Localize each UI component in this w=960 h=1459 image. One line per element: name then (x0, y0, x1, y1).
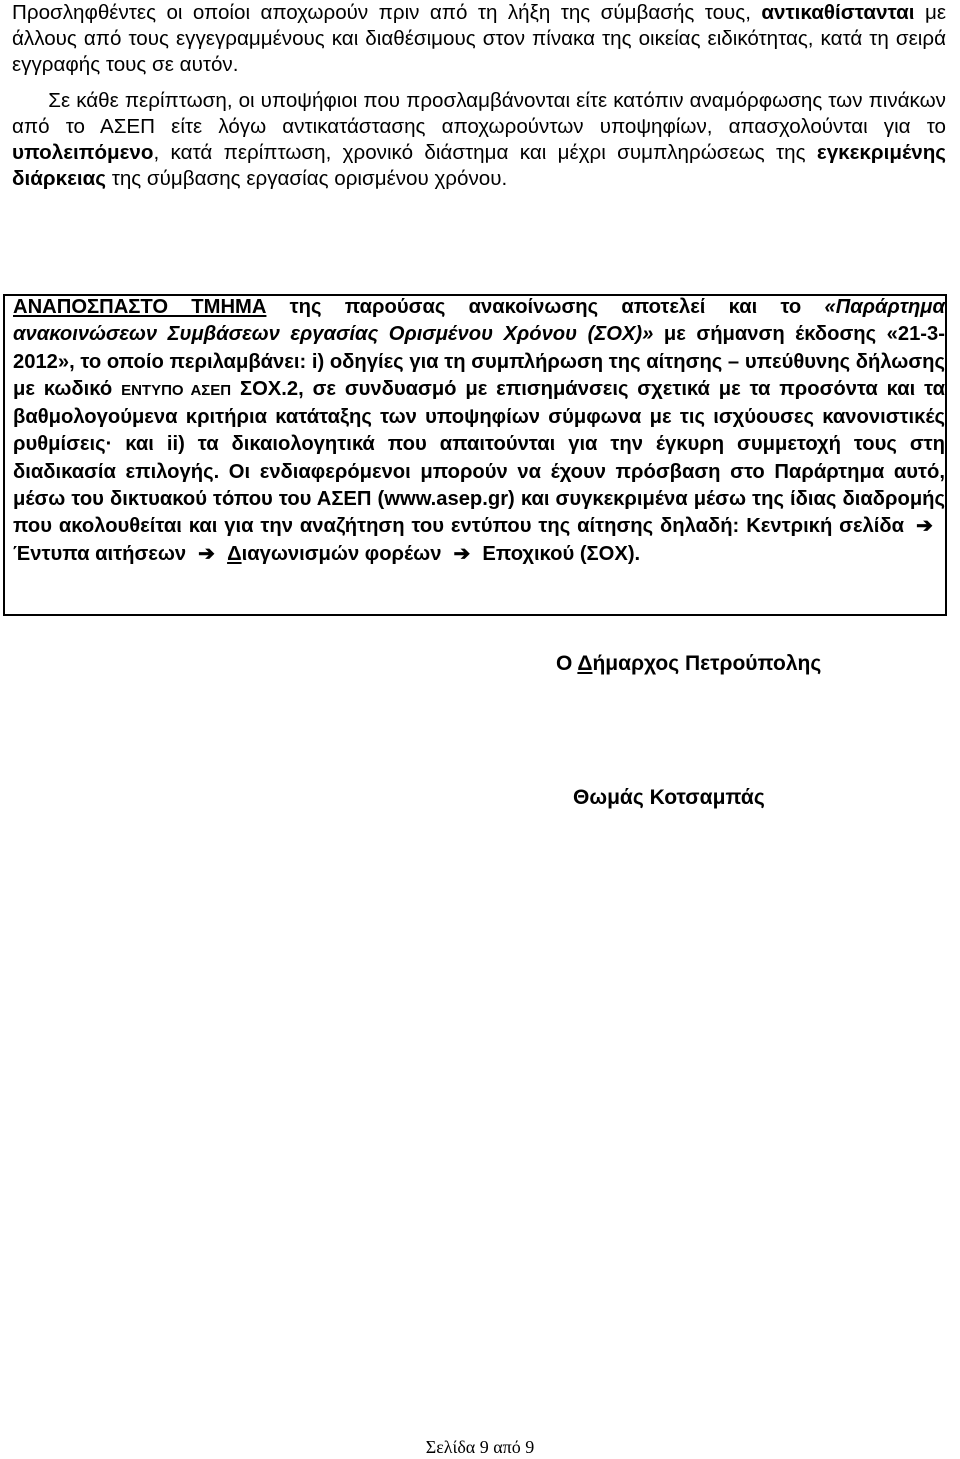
path-forms: Έντυπα αιτήσεων (13, 542, 187, 565)
path-seasonal: Εποχικού (ΣΟΧ). (482, 542, 641, 565)
notice-heading: ΑΝΑΠΟΣΠΑΣΤΟ ΤΜΗΜΑ (13, 296, 267, 318)
notice-annex-title: «Παράρτημα ανακοινώσεων Συμβάσεων εργασίας Ορισμένου Χρόνου (ΣΟΧ)» (13, 296, 945, 346)
path-contests: ιαγωνισμών φορέων (241, 542, 442, 565)
notice-detachable-section: ΑΝΑΠΟΣΠΑΣΤΟ ΤΜΗΜΑ της παρούσας ανακοίνωσης αποτελεί και το «Παράρτημα ανακοινώσεων Συμβάσεων εργασίας Ορισμένου Χρόνου (ΣΟΧ)» με σήμανση έκδοσης «21-3-2012», το οποίο περιλαμβάνει: i) οδηγίες για τη συμπλήρωση της αίτησης – υπεύθυνης δήλωσης με κωδικό ΕΝΤΥΠΟ ΑΣΕΠ ΣΟΧ.2, σε συνδυασμό με επισημάνσεις σχετικά με τα προσόντα και τα βαθμολογούμενα κριτήρια κατάταξης των υποψηφίων σύμφωνα με τις ισχύουσες κανονιστικές ρυθμίσεις· και ii) τα δικαιολογητικά που απαιτούνται για την έγκυρη συμμετοχή τους στη διαδικασία επιλογής. Οι ενδιαφερόμενοι μπορούν να έχουν πρόσβαση στο Παράρτημα αυτό, μέσω του δικτυακού τόπου του ΑΣΕΠ (www.asep.gr) και συγκεκριμένα μέσω της ίδιας διαδρομής που ακολουθείται και για την αναζήτηση του εντύπου της αίτησης δηλαδή: Κεντρική σελίδα ➔Έντυπα αιτήσεων ➔ Διαγωνισμών φορέων ➔ Εποχικού (ΣΟΧ). (13, 294, 945, 568)
page-number: Σελίδα 9 από 9 (425, 1437, 535, 1457)
arrow-right-icon: ➔ (198, 542, 216, 565)
path-home: Κεντρική σελίδα (746, 515, 905, 538)
arrow-right-icon: ➔ (453, 542, 471, 565)
paragraph-duration: Σε κάθε περίπτωση, οι υποψήφιοι που προσλαμβάνονται είτε κατόπιν αναμόρφωσης των πινάκων από το ΑΣΕΠ είτε λόγω αντικατάστασης αποχωρούντων υποψηφίων, απασχολούνται για το υπολειπόμενο, κατά περίπτωση, χρονικό διάστημα και μέχρι συμπληρώσεως της εγκεκριμένης διάρκειας της σύμβασης εργασίας ορισμένου χρόνου. (12, 89, 946, 190)
form-code: ΕΝΤΥΠΟ ΑΣΕΠ (121, 381, 232, 399)
signature-title: Ο Δήμαρχος Πετρούπολης (556, 652, 822, 675)
bold-replaced: αντικαθίστανται (761, 1, 915, 24)
arrow-right-icon: ➔ (916, 515, 933, 538)
bold-approved-duration: εγκεκριμένης διάρκειας (12, 141, 946, 190)
signature-name: Θωμάς Κοτσαμπάς (573, 786, 765, 809)
paragraph-replacement: Προσληφθέντες οι οποίοι αποχωρούν πριν από τη λήξη της σύμβασής τους, αντικαθίστανται με άλλους από τους εγγεγραμμένους και διαθέσιμους στον πίνακα της οικείας ειδικότητας, κατά τη σειρά εγγραφής τους σε αυτόν. (12, 1, 946, 76)
bold-remaining: υπολειπόμενο (12, 141, 154, 164)
